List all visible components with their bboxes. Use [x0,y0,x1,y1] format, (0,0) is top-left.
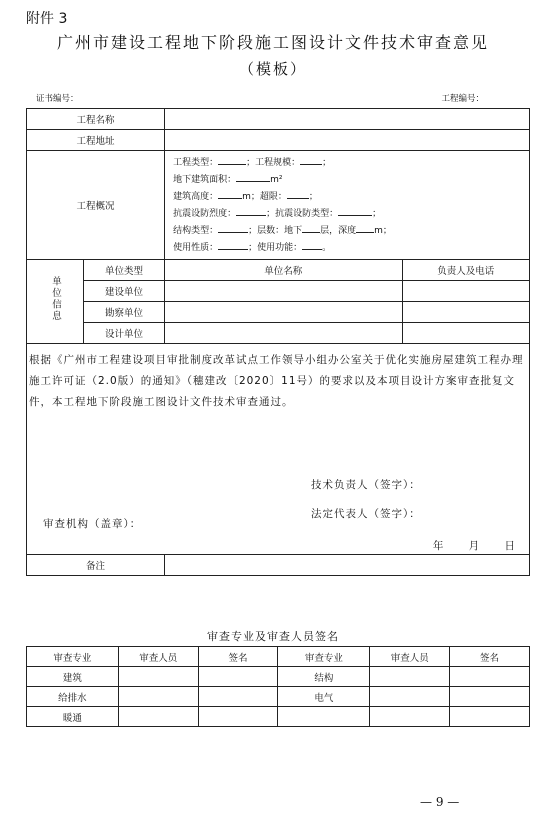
unit-row-construction [27,281,530,302]
unit-contact-cell[interactable] [402,323,529,344]
discipline-hvac: 暖通 [27,707,119,727]
header-signature: 签名 [450,647,530,667]
header-reviewer: 审查人员 [118,647,198,667]
unit-name-header: 单位名称 [165,260,402,281]
page-number: — 9 — [420,795,460,809]
signature-cell[interactable] [450,707,530,727]
project-address-label: 工程地址 [27,130,165,151]
signature-section-title: 审查专业及审查人员签名 [207,630,339,643]
unit-header-row [27,260,530,281]
reviewer-cell[interactable] [370,667,450,687]
date-row [27,536,530,555]
unit-row-design [27,323,530,344]
remarks-row [27,555,530,576]
discipline-plumbing: 给排水 [27,687,119,707]
header-reviewer: 审查人员 [370,647,450,667]
signature-cell[interactable] [450,687,530,707]
discipline-empty [278,707,370,727]
header-signature: 签名 [198,647,278,667]
discipline-architecture: 建筑 [27,667,119,687]
project-address-value[interactable] [165,130,530,151]
unit-type-header: 单位类型 [84,260,165,281]
header-discipline: 审查专业 [278,647,370,667]
opinion-cell [27,344,530,537]
reviewer-cell[interactable] [370,687,450,707]
reviewer-cell[interactable] [118,707,198,727]
project-overview-label: 工程概况 [27,151,165,260]
signature-row [27,687,530,707]
opinion-paragraph: 根据《广州市工程建设项目审批制度改革试点工作领导小组办公室关于优化实施房屋建筑工程办理施工许可证（2.0版）的通知》（穗建改〔2020〕11号）的要求以及本项目设计方案审查批复文件，本工程地下阶段施工图设计文件技术审查通过。 [29,354,524,408]
project-address-row [27,130,530,151]
unit-name-cell[interactable] [165,281,402,302]
unit-type-survey: 勘察单位 [84,302,165,323]
project-overview-content[interactable]: 工程类型： ；工程规模： ； 地下建筑面积： m² 建筑高度： m；超限： ； 抗震设防烈度： ；抗震设防类型： ； 结构类型： ；层数：地下 层，深度 m； 使用性质： ；使用功能： 。 [165,151,530,260]
project-name-row [27,109,530,130]
attachment-label: 附件 3 [26,11,68,27]
unit-contact-cell[interactable] [402,281,529,302]
unit-row-survey [27,302,530,323]
unit-type-construction: 建设单位 [84,281,165,302]
unit-info-label: 单位信息 [27,260,84,344]
discipline-electrical: 电气 [278,687,370,707]
signature-cell[interactable] [198,667,278,687]
sign-date[interactable]: 年 月 日 [27,536,530,555]
signature-header-row [27,647,530,667]
review-org-seal[interactable]: 审查机构（盖章）： [43,518,142,530]
reviewer-cell[interactable] [118,687,198,707]
reviewer-cell[interactable] [370,707,450,727]
project-overview-row [27,151,530,260]
discipline-structure: 结构 [278,667,370,687]
signature-cell[interactable] [198,707,278,727]
unit-type-design: 设计单位 [84,323,165,344]
signature-cell[interactable] [198,687,278,707]
header-discipline: 审查专业 [27,647,119,667]
opinion-row [27,344,530,537]
unit-name-cell[interactable] [165,323,402,344]
unit-contact-header: 负责人及电话 [402,260,529,281]
unit-name-cell[interactable] [165,302,402,323]
cert-number-label: 证书编号： [36,94,79,104]
signature-row [27,707,530,727]
tech-lead-signature[interactable]: 技术负责人（签字）： [311,479,421,491]
remarks-label: 备注 [27,555,165,576]
project-name-label: 工程名称 [27,109,165,130]
document-subtitle: （模板） [238,60,307,78]
review-opinion-table [26,108,530,576]
reviewer-cell[interactable] [118,667,198,687]
project-name-value[interactable] [165,109,530,130]
legal-rep-signature[interactable]: 法定代表人（签字）： [311,508,421,520]
signature-row [27,667,530,687]
document-title: 广州市建设工程地下阶段施工图设计文件技术审查意见 [56,33,489,52]
project-number-label: 工程编号： [441,94,484,104]
signature-cell[interactable] [450,667,530,687]
remarks-value[interactable] [165,555,530,576]
opinion-content [27,344,529,536]
reviewer-signature-table [26,646,530,727]
unit-contact-cell[interactable] [402,302,529,323]
